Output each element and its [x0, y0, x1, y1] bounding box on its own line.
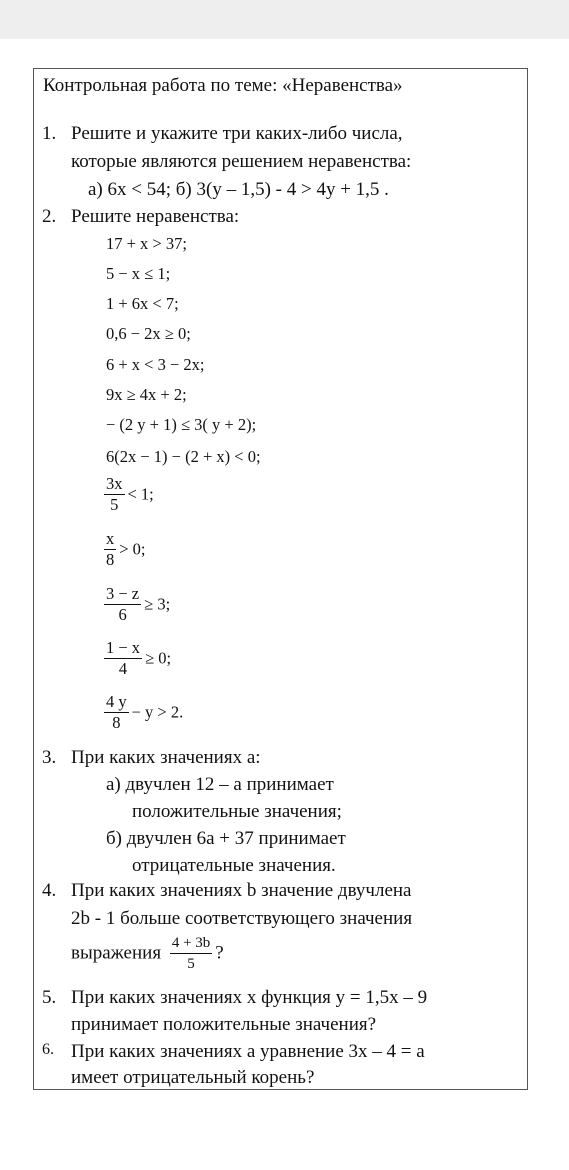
fraction-rest: > 0;: [119, 539, 146, 559]
fraction-inequality: [104, 529, 146, 570]
fraction-numerator: 3 − z: [106, 584, 140, 603]
task2-number: 2.: [42, 206, 57, 227]
task6-line1: При каких значениях a уравнение 3x – 4 = a: [71, 1041, 425, 1062]
inequality: 17 + x > 37;: [106, 234, 187, 253]
fraction-rest: − y > 2.: [131, 702, 184, 722]
task4-line3: [71, 933, 224, 974]
inequality: − (2 y + 1) ≤ 3( y + 2);: [106, 415, 257, 434]
fraction-numerator: 4 y: [106, 692, 127, 711]
task3-b-line1: б) двучлен 6a + 37 принимает: [106, 828, 346, 849]
task3-a-line2: положительные значения;: [132, 801, 342, 822]
task3-a-line1: а) двучлен 12 – a принимает: [106, 774, 334, 795]
task5-line2: принимает положительные значения?: [71, 1014, 377, 1035]
fraction-inequality: [104, 474, 154, 515]
fraction-denominator: 8: [106, 550, 115, 569]
task1-line1: Решите и укажите три каких-либо числа,: [71, 123, 403, 144]
worksheet-title: Контрольная работа по теме: «Неравенства»: [43, 75, 403, 96]
task1-number: 1.: [42, 123, 57, 144]
inequality: 1 + 6x < 7;: [106, 294, 179, 313]
inequality: 6 + x < 3 − 2x;: [106, 355, 205, 374]
fraction-inequality: [104, 638, 171, 679]
task1-line3: а) 6х < 54; б) 3(у – 1,5) - 4 > 4у + 1,5 .: [88, 179, 389, 200]
fraction-denominator: 8: [112, 713, 121, 732]
task5-number: 5.: [42, 987, 57, 1008]
task3-heading: При каких значениях a:: [71, 747, 261, 768]
task4-expression-label: выражения: [71, 942, 162, 964]
task6-number: 6.: [42, 1041, 54, 1058]
task4-line1: При каких значениях b значение двучлена: [71, 880, 412, 901]
task1-line2: которые являются решением неравенства:: [71, 151, 412, 172]
inequality: 5 − x ≤ 1;: [106, 264, 171, 283]
task6-line2: имеет отрицательный корень?: [71, 1067, 315, 1088]
task3-b-line2: отрицательные значения.: [132, 855, 336, 876]
fraction-inequality: [104, 692, 183, 733]
inequality: 6(2x − 1) − (2 + x) < 0;: [106, 447, 261, 466]
fraction-denominator: 4: [118, 659, 128, 678]
fraction-rest: ≥ 0;: [145, 648, 172, 668]
fraction-numerator: 1 − x: [106, 638, 141, 657]
task3-number: 3.: [42, 747, 57, 768]
inequality: 0,6 − 2x ≥ 0;: [106, 324, 191, 343]
fraction-numerator: 3x: [106, 474, 123, 493]
fraction-rest: ≥ 3;: [144, 594, 171, 614]
fraction-rest: < 1;: [127, 484, 154, 504]
fraction-inequality: [104, 584, 170, 625]
task2-heading: Решите неравенства:: [71, 206, 240, 227]
top-bar: [0, 0, 569, 39]
fraction-denominator: 5: [110, 495, 119, 514]
worksheet: [33, 68, 528, 1090]
fraction-numerator: x: [106, 529, 115, 548]
inequality: 9x ≥ 4x + 2;: [106, 385, 187, 404]
fraction-denominator: 6: [118, 605, 127, 624]
task4-fraction-numerator: 4 + 3b: [170, 933, 212, 954]
task4-number: 4.: [42, 880, 57, 901]
task4-question-mark: ?: [215, 942, 224, 964]
task4-fraction-denominator: 5: [187, 956, 195, 972]
task4-line2: 2b - 1 больше соответствующего значения: [71, 908, 413, 929]
task5-line1: При каких значениях х функция у = 1,5х – 9: [71, 987, 428, 1008]
